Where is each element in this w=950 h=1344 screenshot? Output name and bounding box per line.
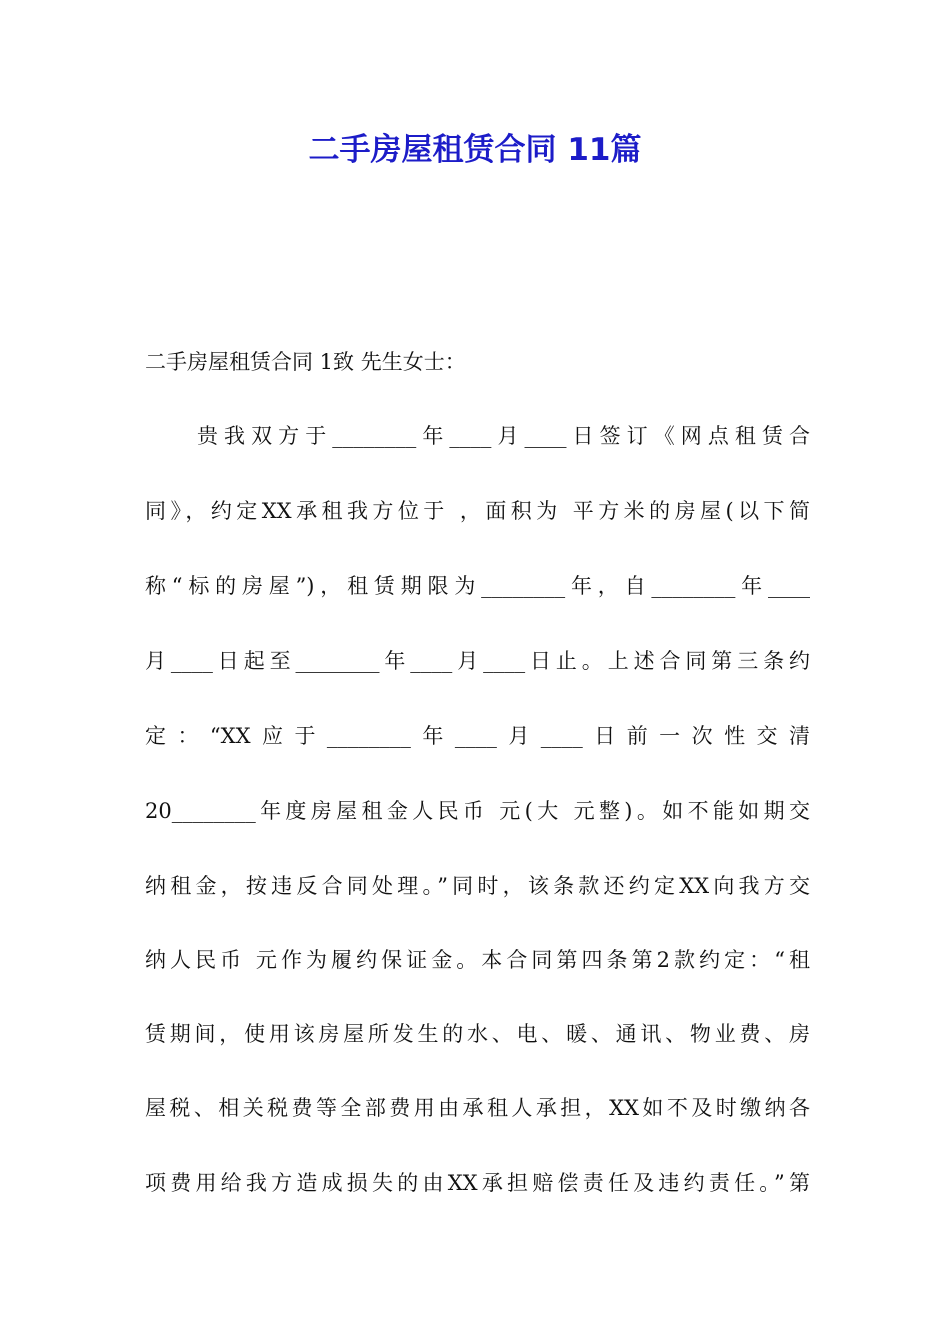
salutation: 二手房屋租赁合同 1致 先生女士： <box>145 350 466 374</box>
paragraph-line: 项费用给我方造成损失的由XX承担赔偿责任及违约责任。”第 <box>145 1171 810 1195</box>
paragraph-line: 定：“XX应于________年____月____日前一次性交清 <box>145 724 810 748</box>
paragraph-line: 月____日起至________年____月____日止。上述合同第三条约 <box>145 649 810 673</box>
paragraph-line: 称“标的房屋”)，租赁期限为________年，自________年____ <box>145 574 810 598</box>
paragraph-line: 同》，约定XX承租我方位于 ，面积为 平方米的房屋(以下简 <box>145 499 810 523</box>
paragraph-line: 纳租金，按违反合同处理。”同时，该条款还约定XX向我方交 <box>145 874 810 898</box>
paragraph-line: 纳人民币 元作为履约保证金。本合同第四条第2款约定：“租 <box>145 948 810 972</box>
paragraph-line: 屋税、相关税费等全部费用由承租人承担，XX如不及时缴纳各 <box>145 1096 810 1120</box>
paragraph-line: 贵我双方于________年____月____日签订《网点租赁合 <box>197 424 810 448</box>
paragraph-line: 20________年度房屋租金人民币 元(大 元整)。如不能如期交 <box>145 799 810 823</box>
page-title: 二手房屋租赁合同 11篇 <box>308 132 642 168</box>
paragraph-line: 赁期间，使用该房屋所发生的水、电、暖、通讯、物业费、房 <box>145 1022 810 1046</box>
